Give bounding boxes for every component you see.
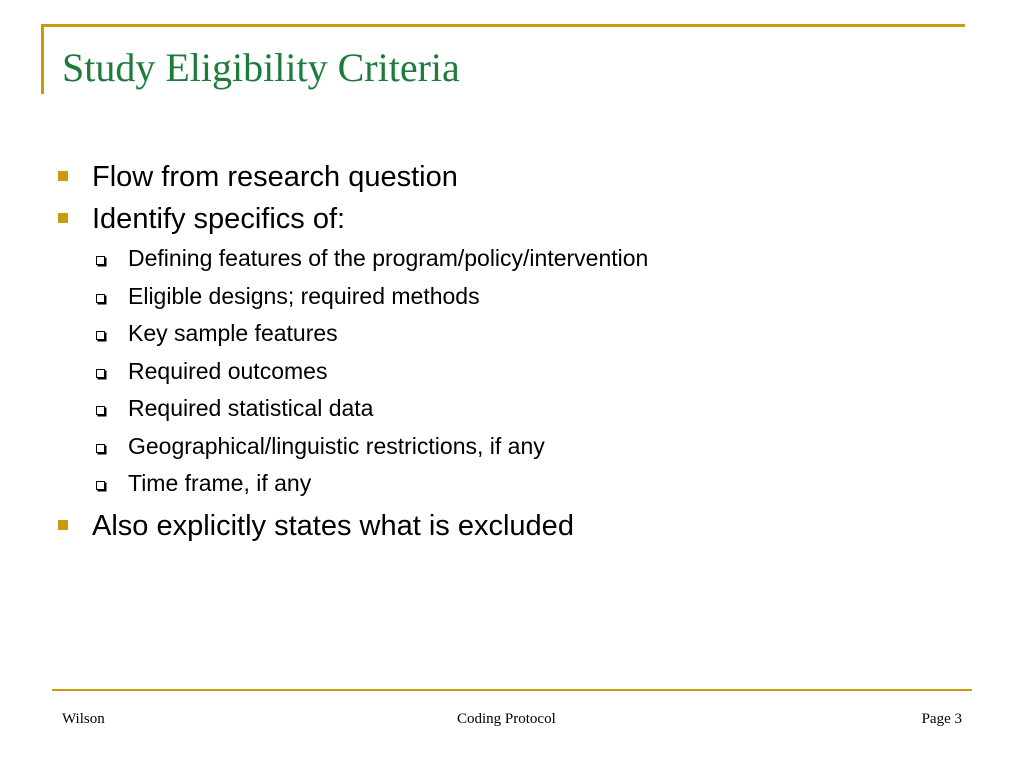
sub-bullet-text: Required statistical data xyxy=(128,395,374,421)
hollow-square-bullet-icon xyxy=(96,369,105,378)
sub-bullet-item xyxy=(56,465,986,503)
sub-bullet-item xyxy=(56,428,986,466)
slide-title: Study Eligibility Criteria xyxy=(62,45,460,90)
sub-bullet-item xyxy=(56,390,986,428)
sub-bullet-item xyxy=(56,278,986,316)
hollow-square-bullet-icon xyxy=(96,444,105,453)
footer-author: Wilson xyxy=(62,711,105,727)
sub-bullet-text: Geographical/linguistic restrictions, if any xyxy=(128,432,545,459)
bullet-list xyxy=(56,156,986,547)
hollow-square-bullet-icon xyxy=(96,256,105,265)
bullet-item xyxy=(56,198,986,240)
square-bullet-icon xyxy=(58,171,68,181)
title-frame-horizontal-rule xyxy=(41,24,965,27)
sub-bullet-text: Eligible designs; required methods xyxy=(128,282,480,309)
title-frame-vertical-rule xyxy=(41,24,44,94)
bullet-item xyxy=(56,505,986,547)
sub-bullet-item xyxy=(56,315,986,353)
bullet-item xyxy=(56,156,986,198)
square-bullet-icon xyxy=(58,520,68,530)
sub-bullet-text: Key sample features xyxy=(128,320,338,346)
bullet-text: Flow from research question xyxy=(92,161,458,193)
square-bullet-icon xyxy=(58,213,68,223)
footer-page-number: Page 3 xyxy=(921,711,962,727)
bullet-text: Identify specifics of: xyxy=(92,203,346,235)
sub-bullet-list xyxy=(56,240,986,503)
hollow-square-bullet-icon xyxy=(96,406,105,415)
sub-bullet-text: Time frame, if any xyxy=(128,470,312,496)
hollow-square-bullet-icon xyxy=(96,331,105,340)
bullet-text: Also explicitly states what is excluded xyxy=(92,509,574,542)
hollow-square-bullet-icon xyxy=(96,294,105,303)
sub-bullet-text: Required outcomes xyxy=(128,357,328,384)
sub-bullet-text: Defining features of the program/policy/intervention xyxy=(128,245,649,271)
footer-rule xyxy=(52,689,972,691)
footer-title: Coding Protocol xyxy=(457,711,556,727)
hollow-square-bullet-icon xyxy=(96,481,105,490)
sub-bullet-item xyxy=(56,240,986,278)
sub-bullet-item xyxy=(56,353,986,391)
